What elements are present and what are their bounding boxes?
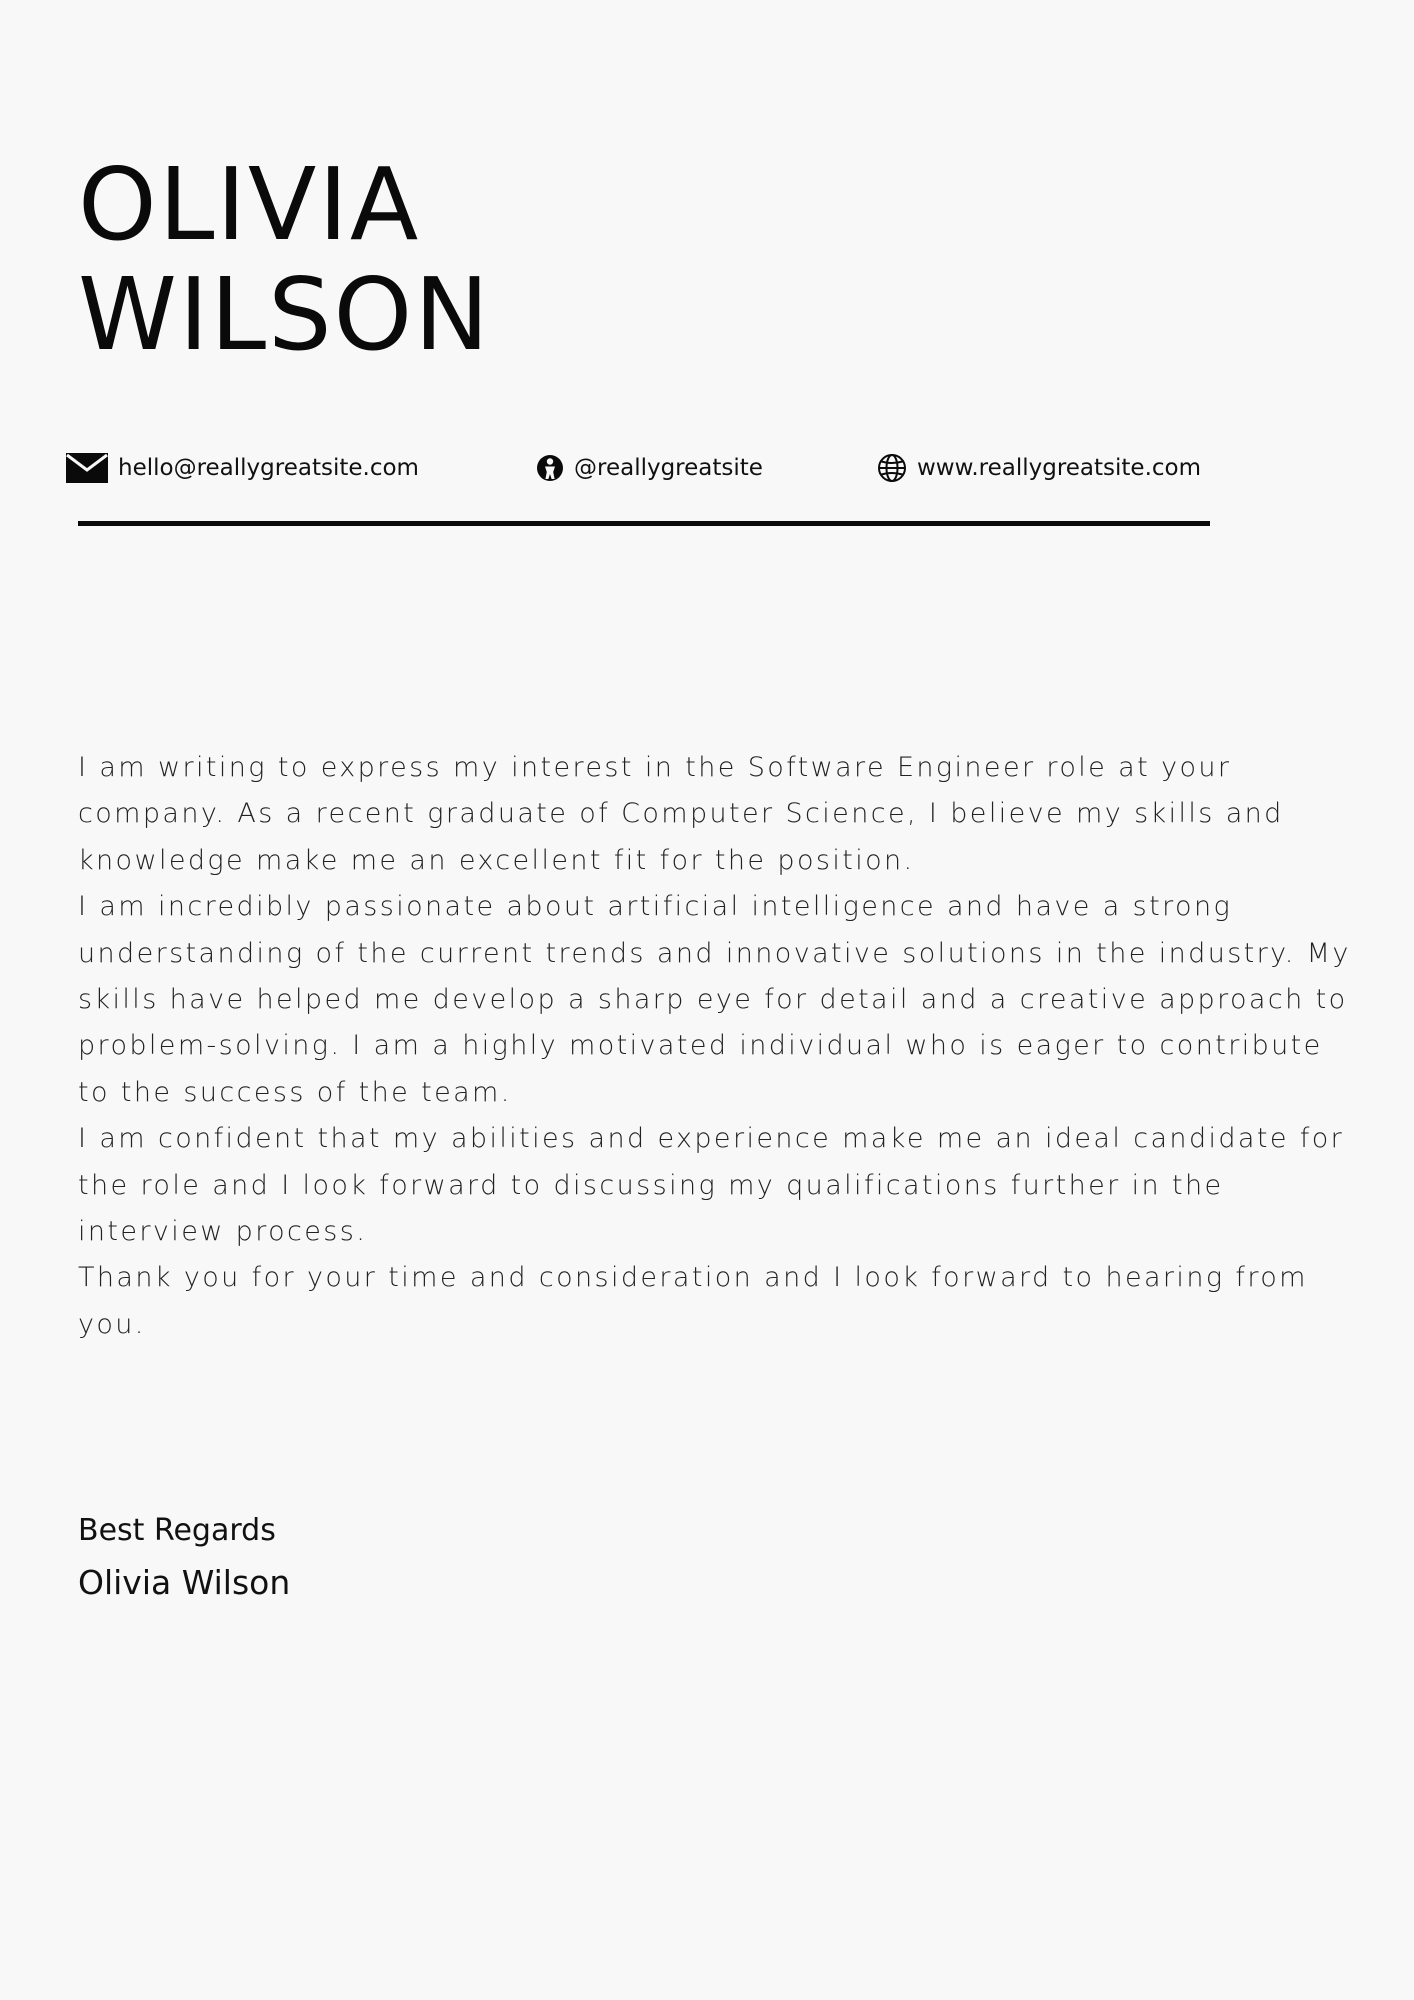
contact-email bbox=[66, 448, 419, 488]
signer-name: Olivia Wilson bbox=[78, 1563, 291, 1602]
contact-social bbox=[536, 448, 763, 488]
person-icon bbox=[536, 453, 564, 483]
contact-website bbox=[877, 448, 1201, 488]
letter-paragraph: Thank you for your time and consideration and I look forward to hearing from you. bbox=[78, 1262, 1308, 1340]
envelope-icon bbox=[66, 453, 108, 483]
last-name: WILSON bbox=[78, 256, 492, 373]
letter-body bbox=[78, 745, 1358, 1348]
applicant-name bbox=[78, 146, 492, 373]
letter-closing bbox=[78, 1505, 290, 1609]
social-handle-text[interactable]: @reallygreatsite bbox=[574, 455, 763, 481]
globe-icon bbox=[877, 453, 907, 483]
letter-paragraph: I am writing to express my interest in the Software Engineer role at your company. As a recent graduate of Computer Science, I believe my skills and knowledge make me an excellent fit for the position. bbox=[78, 752, 1284, 876]
closing-regards: Best Regards bbox=[78, 1513, 276, 1548]
header-divider bbox=[78, 521, 1210, 526]
letter-paragraph: I am incredibly passionate about artificial intelligence and have a strong understanding of the current trends and innovative solutions in the industry. My skills have helped me develop a sharp eye for detail and a creative approach to problem-solving. I am a highly motivated individual who is eager to contribute to the success of the team. bbox=[78, 891, 1351, 1108]
email-text[interactable]: hello@reallygreatsite.com bbox=[118, 455, 419, 481]
letter-paragraph: I am confident that my abilities and experience make me an ideal candidate for the role and I look forward to discussing my qualifications further in the interview process. bbox=[78, 1123, 1345, 1248]
first-name: OLIVIA bbox=[78, 146, 421, 263]
website-text[interactable]: www.reallygreatsite.com bbox=[917, 455, 1202, 481]
